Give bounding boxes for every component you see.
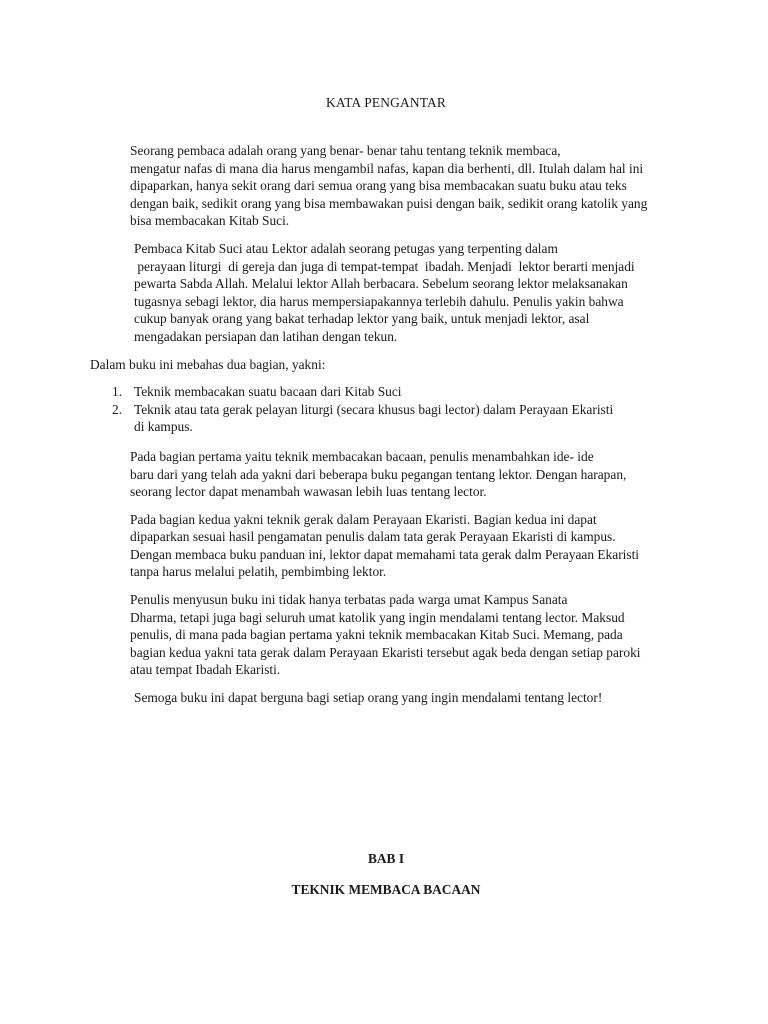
- text-line: dengan baik, sedikit orang yang bisa membawakan puisi dengan baik, sedikit orang katolik yang: [130, 195, 648, 211]
- text-line: Pembaca Kitab Suci atau Lektor adalah seorang petugas yang terpenting dalam: [134, 240, 558, 256]
- text-line: pewarta Sabda Allah. Melalui lektor Allah berbacara. Sebelum seorang lektor melaksanakan: [134, 276, 628, 292]
- text-line: mengadakan persiapan dan latihan dengan tekun.: [134, 328, 398, 344]
- paragraph-4: [90, 511, 682, 581]
- text-line: Dharma, tetapi juga bagi seluruh umat katolik yang ingin mendalami tentang lector. Maksud: [130, 609, 625, 625]
- text-line: Teknik membacakan suatu bacaan dari Kitab Suci: [134, 384, 402, 400]
- text-line: tugasnya sebagi lektor, dia harus mempersiapakannya terlebih dahulu. Penulis yakin bahwa: [134, 293, 624, 309]
- text-line: di kampus.: [134, 419, 193, 435]
- text-line: Penulis menyusun buku ini tidak hanya terbatas pada warga umat Kampus Sanata: [130, 592, 568, 608]
- text-line: Seorang pembaca adalah orang yang benar- benar tahu tentang teknik membaca,: [130, 143, 561, 158]
- text-line: Dengan membaca buku panduan ini, lektor dapat memahami tata gerak dalm Perayaan Ekaristi: [130, 546, 640, 562]
- list-item: [90, 401, 682, 436]
- text-line: perayaan liturgi di gereja dan juga di tempat-tempat ibadah. Menjadi lektor berarti menjadi: [134, 258, 635, 274]
- paragraph-6: [90, 689, 682, 707]
- text-line: bagian kedua yakni tata gerak dalam Perayaan Ekaristi tersebut agak beda dengan setiap paroki: [130, 644, 641, 660]
- text-line: dipaparkan, hanya sekit orang dari semua orang yang bisa membacakan suatu buku atau teks: [130, 178, 627, 194]
- text-line: cukup banyak orang yang bakat terhadap lektor yang baik, untuk menjadi lektor, asal: [134, 311, 590, 327]
- intro-line: Dalam buku ini mebahas dua bagian, yakni:: [90, 356, 326, 372]
- text-line: Semoga buku ini dapat berguna bagi setiap orang yang ingin mendalami tentang lector!: [134, 690, 603, 706]
- list-item: [90, 383, 682, 401]
- paragraph-1: [90, 142, 682, 230]
- paragraph-3: [90, 448, 682, 501]
- text-line: baru dari yang telah ada yakni dari beberapa buku pegangan tentang lektor. Dengan harapan,: [130, 466, 627, 482]
- text-line: Teknik atau tata gerak pelayan liturgi (secara khusus bagi lector) dalam Perayaan Ekaristi: [134, 401, 614, 417]
- text-line: tanpa harus melalui pelatih, pembimbing lektor.: [130, 564, 387, 580]
- text-line: bisa membacakan Kitab Suci.: [130, 213, 290, 229]
- paragraph-2: [90, 240, 682, 346]
- numbered-list: [90, 383, 682, 436]
- text-line: Pada bagian pertama yaitu teknik membacakan bacaan, penulis menambahkan ide- ide: [130, 448, 594, 464]
- text-line: Pada bagian kedua yakni teknik gerak dalam Perayaan Ekaristi. Bagian kedua ini dapat: [130, 511, 597, 527]
- page-title: KATA PENGANTAR: [325, 95, 447, 110]
- text-line: dipaparkan sesuai hasil pengamatan penulis dalam tata gerak Perayaan Ekaristi di kampus.: [130, 529, 616, 545]
- chapter-title: TEKNIK MEMBACA BACAAN: [291, 882, 481, 897]
- document-page: [90, 0, 682, 1024]
- list-number: 1.: [112, 384, 123, 400]
- document-body: [90, 142, 682, 717]
- list-number: 2.: [112, 401, 123, 417]
- text-line: seorang lector dapat menambah wawasan lebih luas tentang lector.: [130, 484, 487, 500]
- text-line: mengatur nafas di mana dia harus mengambil nafas, kapan dia berhenti, dll. Itulah dalam hal ini: [130, 160, 644, 176]
- text-line: atau tempat Ibadah Ekaristi.: [130, 662, 281, 678]
- text-line: penulis, di mana pada bagian pertama yakni teknik membacakan Kitab Suci. Memang, pada: [130, 627, 623, 643]
- chapter-label: BAB I: [367, 851, 405, 866]
- paragraph-5: [90, 591, 682, 679]
